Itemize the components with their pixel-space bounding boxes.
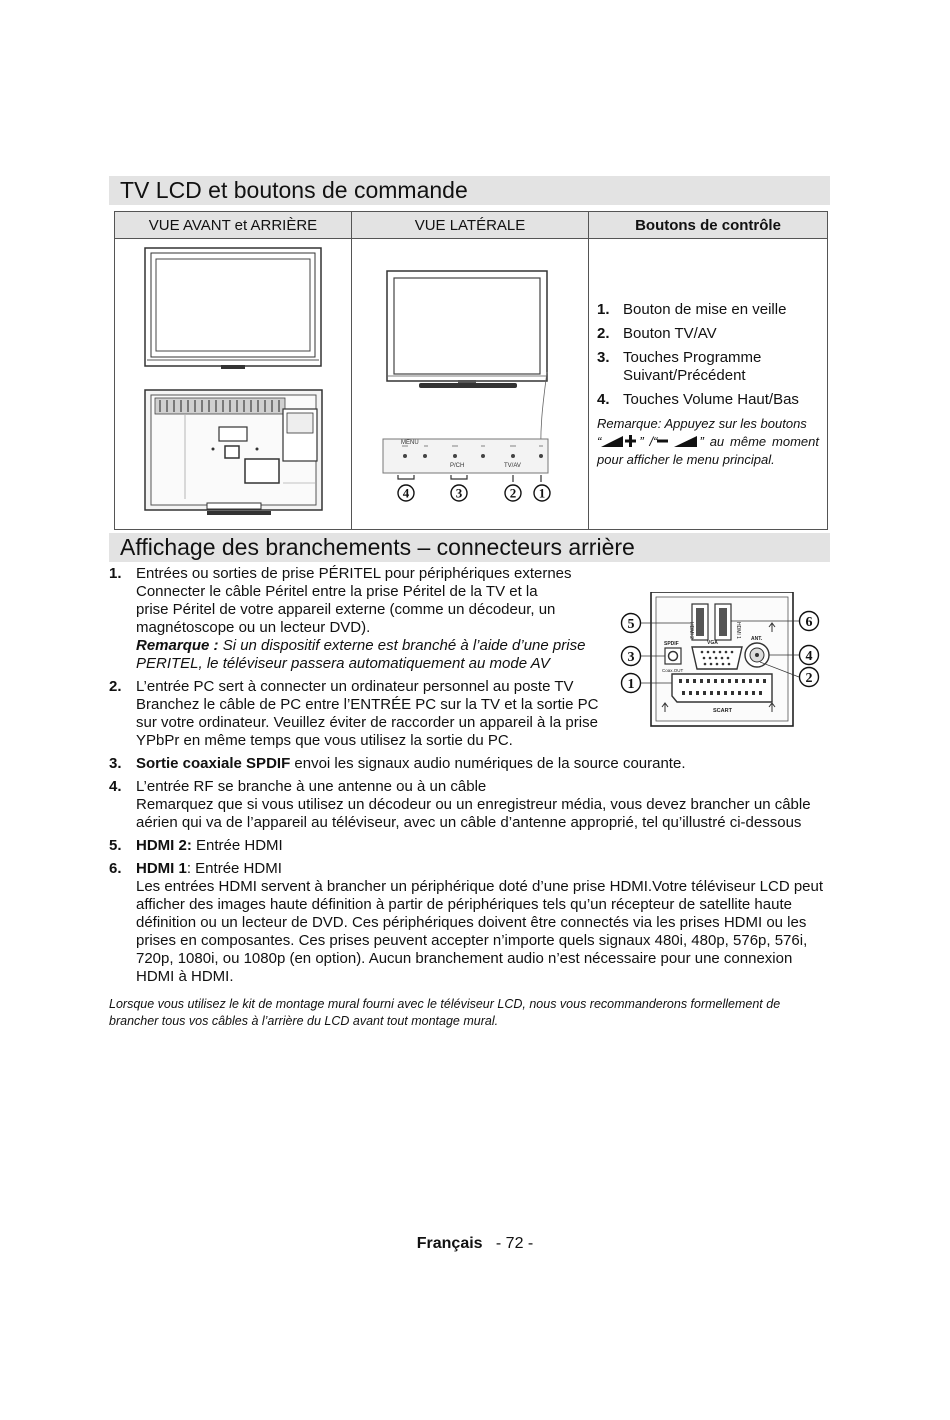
note-suffix: au même moment pour afficher le menu principal. [597,434,819,467]
panel-callout-1: 1 [627,677,635,692]
list-item-number: 1. [109,565,122,582]
item-line: sur votre ordinateur. Veuillez éviter de raccorder un appareil à la prise [136,714,598,731]
list-item-label: Touches Volume Haut/Bas [623,391,799,408]
list-item [109,755,829,773]
controls-table [114,211,828,530]
side-panel-pch-label: P/CH [450,463,465,469]
callout-2: 2 [509,485,517,501]
callout-4: 4 [402,485,410,501]
front-rear-illustration-cell [115,239,352,530]
volume-minus-icon [657,434,699,448]
header-side: VUE LATÉRALE [352,212,589,239]
remark-note [597,415,819,469]
page-number: - 72 - [495,1235,534,1252]
list-item-number: 1. [597,301,610,318]
wall-mount-note: Lorsque vous utilisez le kit de montage mural fourni avec le téléviseur LCD, nous vous recommanderons formellement de brancher tous vos câbles à l’arrière du LCD avant tout montage mural. [109,997,781,1028]
item-line: YPbPr en même temps que vous utilisez la sortie du PC. [136,732,513,749]
tv-side-view-illustration [352,239,588,529]
tv-front-rear-illustration [115,239,351,529]
section-title-bar [109,533,830,562]
footer-language: Français [416,1235,483,1252]
list-item [109,565,829,673]
scart-label: SCART [713,708,732,714]
panel-callout-5: 5 [627,617,635,632]
list-item [597,349,819,385]
vga-label: VGA [707,640,718,646]
item-line: Branchez le câble de PC entre l’ENTRÉE PC sur la TV et la sortie PC [136,696,599,713]
hdmi2-label: HDMI 2 [688,622,694,639]
side-panel-tvav-label: TV/AV [504,463,521,469]
item-heading: L’entrée PC sert à connecter un ordinateur personnel au poste TV [136,678,574,695]
item-line: magnétoscope ou un lecteur DVD). [136,619,371,636]
item-bold-label: HDMI 1 [136,860,187,877]
list-item-label: Bouton TV/AV [623,325,717,342]
control-buttons-list [597,301,819,469]
list-item [597,325,819,343]
volume-plus-icon [601,434,639,448]
list-item [597,391,819,409]
list-item-number: 4. [597,391,610,408]
note-mid: ” /“ [639,434,658,449]
list-item [109,778,829,832]
header-controls: Boutons de contrôle [589,212,828,239]
panel-callout-3: 3 [627,650,635,665]
callout-1: 1 [538,485,546,501]
remark-text: Si un dispositif externe est branché à l’aide d’une prise PERITEL, le téléviseur passera automatiquement au mode AV [136,637,586,672]
list-item-number: 2. [109,678,122,695]
ant-label: ANT. [751,636,763,642]
list-item [109,837,829,855]
section-title: TV LCD et boutons de commande [120,177,468,203]
item-text: Entrée HDMI [196,837,283,854]
note-prefix: Remarque: Appuyez sur les boutons [597,416,807,431]
list-item-number: 6. [109,860,122,877]
item-heading: L’entrée RF se branche à une antenne ou à un câble [136,778,487,795]
list-item-label: Touches Programme Suivant/Précédent [623,349,762,384]
list-item-number: 3. [109,755,122,772]
list-item-number: 4. [109,778,122,795]
note-open-quote: “ [597,434,602,449]
section-title: Affichage des branchements – connecteurs arrière [120,534,635,560]
item-heading: Entrées ou sorties de prise PÉRITEL pour périphériques externes [136,565,572,582]
header-front-rear: VUE AVANT et ARRIÈRE [115,212,352,239]
list-item-number: 5. [109,837,122,854]
panel-callout-2: 2 [805,671,813,686]
list-item [109,678,829,750]
control-buttons-cell [589,239,828,530]
item-text: : Entrée HDMI [186,860,282,877]
coax-out-label: Coax.OUT [662,668,684,673]
list-item-number: 3. [597,349,610,366]
panel-callout-4: 4 [805,649,813,664]
side-panel-menu-label: MENU [401,440,419,446]
side-view-illustration-cell [352,239,589,530]
item-bold-label: Sortie coaxiale SPDIF [136,755,291,772]
item-line: Connecter le câble Péritel entre la prise Péritel de la TV et la [136,583,538,600]
item-text: Remarquez que si vous utilisez un décodeur ou un enregistreur média, vous devez brancher un câble aérien qui va de l’appareil au téléviseur, avec un câble d’antenne approprié, tel qu’illustré ci-dessous [136,796,811,831]
item-text: Les entrées HDMI servent à brancher un périphérique doté d’une prise HDMI.Votre téléviseur LCD peut afficher des images haute définition à partir de périphériques tels qu’un récepteur de satellite haute définition ou un lecteur de DVD. Ces périphériques doivent être connectés via les prises HDMI ou les prises en composantes. Ces prises peuvent accepter n’importe quels signaux 480i, 480p, 576p, 576i, 720p, 1080i, ou 1080p (en option). Aucun branchement audio n’est nécessaire pour une connexion HDMI à HDMI. [136,878,824,985]
callout-3: 3 [455,485,463,501]
spdif-label: SPDIF [664,641,679,647]
list-item-label: Bouton de mise en veille [623,301,787,318]
panel-callout-6: 6 [805,615,813,630]
hdmi1-label: HDMI 1 [735,622,741,639]
page-footer [0,1235,950,1253]
remark-label: Remarque : [136,637,219,654]
connectors-list [109,565,829,991]
item-text: envoi les signaux audio numériques de la source courante. [294,755,686,772]
item-bold-label: HDMI 2: [136,837,192,854]
list-item-number: 2. [597,325,610,342]
item-line: prise Péritel de votre appareil externe (comme un décodeur, un [136,601,556,618]
note-close-quote: ” [699,434,704,449]
list-item [597,301,819,319]
section-title-bar [109,176,830,205]
list-item [109,860,829,986]
